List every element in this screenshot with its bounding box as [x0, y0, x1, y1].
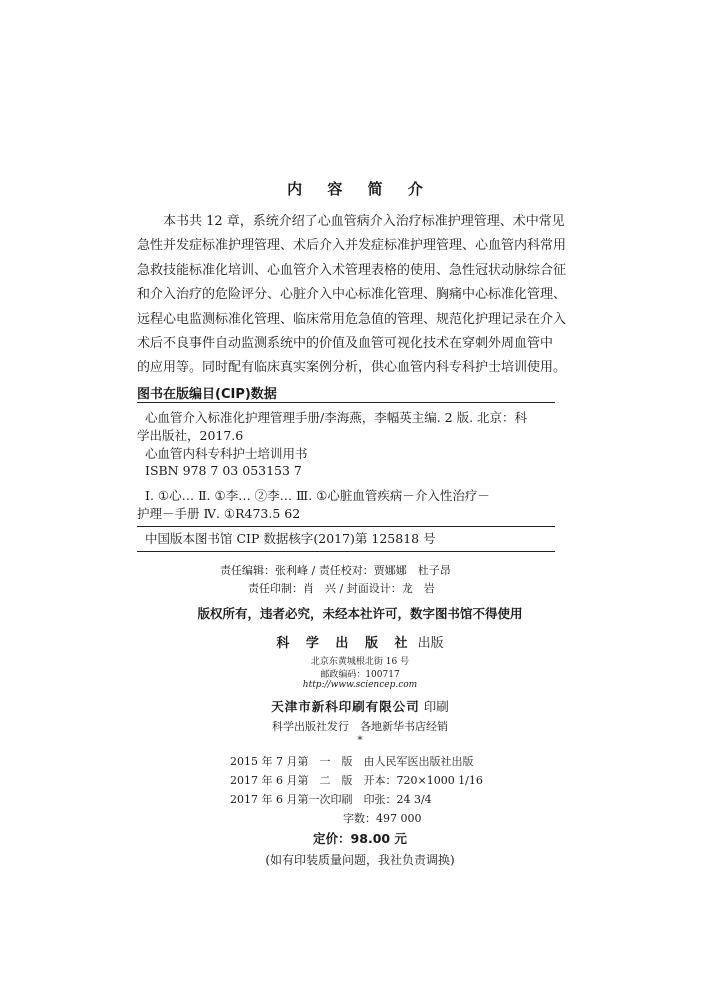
price: 定价：98.00 元 [313, 831, 407, 846]
intro-line: 急性并发症标准护理管理、术后介入并发症标准护理管理、心血管内科常用 [137, 238, 567, 254]
intro-line: 远程心电监测标准化管理、临床常用危急值的管理、规范化护理记录在介入 [137, 311, 567, 327]
cip-isbn-line: ISBN 978 7 03 053153 7 [145, 463, 302, 478]
cip-number: 中国版本图书馆 CIP 数据核字(2017)第 125818 号 [145, 531, 436, 546]
intro-line: 和介入治疗的危险评分、心脏介入中心标准化管理、胸痛中心标准化管理、 [137, 287, 567, 303]
word-count: 字数：497 000 [343, 812, 422, 825]
cip-heading: 图书在版编目(CIP)数据 [137, 387, 277, 402]
intro-line: 的应用等。同时配有临床真实案例分析，供心血管内科专科护士培训使用。 [137, 360, 567, 376]
printer-name: 天津市新科印刷有限公司 [271, 699, 420, 714]
cip-classification-line: 护理－手册 Ⅳ. ①R473.5 62 [137, 506, 301, 521]
cip-title-line: 心血管介入标准化护理管理手册/李海燕，李幅英主编. 2 版. 北京：科 [145, 410, 528, 425]
quality-notice: (如有印装质量问题，我社负责调换) [265, 853, 455, 867]
cip-title-line: 学出版社，2017.6 [137, 428, 244, 443]
publisher-postcode: 邮政编码：100717 [320, 670, 400, 680]
cip-top-rule [137, 402, 555, 403]
intro-line: 本书共 12 章，系统介绍了心血管病介入治疗标准护理管理、术中常见 [163, 214, 565, 229]
editors-line: 责任印制：肖 兴 / 封面设计：龙 岩 [248, 582, 435, 595]
intro-line: 术后不良事件自动监测系统中的价值及血管可视化技术在穿刺外周血管中 [137, 336, 554, 352]
intro-line: 急救技能标准化培训、心血管介入术管理表格的使用、急性冠状动脉综合征 [137, 262, 567, 278]
publisher-suffix: 出版 [413, 636, 444, 651]
publisher-address: 北京东黄城根北街 16 号 [310, 657, 410, 667]
cip-classification-line: Ⅰ. ①心… Ⅱ. ①李… ②李… Ⅲ. ①心脏血管疾病－介入性治疗－ [145, 488, 490, 503]
publisher-line [0, 632, 720, 651]
edition-line: 2015 年 7 月第 一 版 由人民军医出版社出版 [230, 755, 474, 768]
intro-paragraph [137, 210, 567, 381]
editors-line: 责任编辑：张利峰 / 责任校对：贾娜娜 杜子昂 [220, 564, 451, 577]
edition-line: 2017 年 6 月第 二 版 开本：720×1000 1/16 [230, 774, 483, 787]
separator-star: * [357, 735, 363, 746]
printer-line [0, 697, 720, 715]
printer-suffix: 印刷 [419, 699, 449, 714]
publisher-website: http://www.sciencep.com [302, 680, 418, 690]
edition-line: 2017 年 6 月第一次印刷 印张：24 3/4 [230, 793, 432, 806]
distribution-line: 科学出版社发行 各地新华书店经销 [272, 720, 448, 733]
cip-series-line: 心血管内科专科护士培训用书 [145, 446, 308, 461]
copyright-notice: 版权所有，违者必究，未经本社许可，数字图书馆不得使用 [197, 606, 523, 621]
publisher-name: 科 学 出 版 社 [276, 636, 414, 651]
cip-bottom-rule [137, 551, 555, 552]
intro-title: 内 容 简 介 [287, 180, 433, 198]
cip-middle-rule [137, 526, 555, 527]
